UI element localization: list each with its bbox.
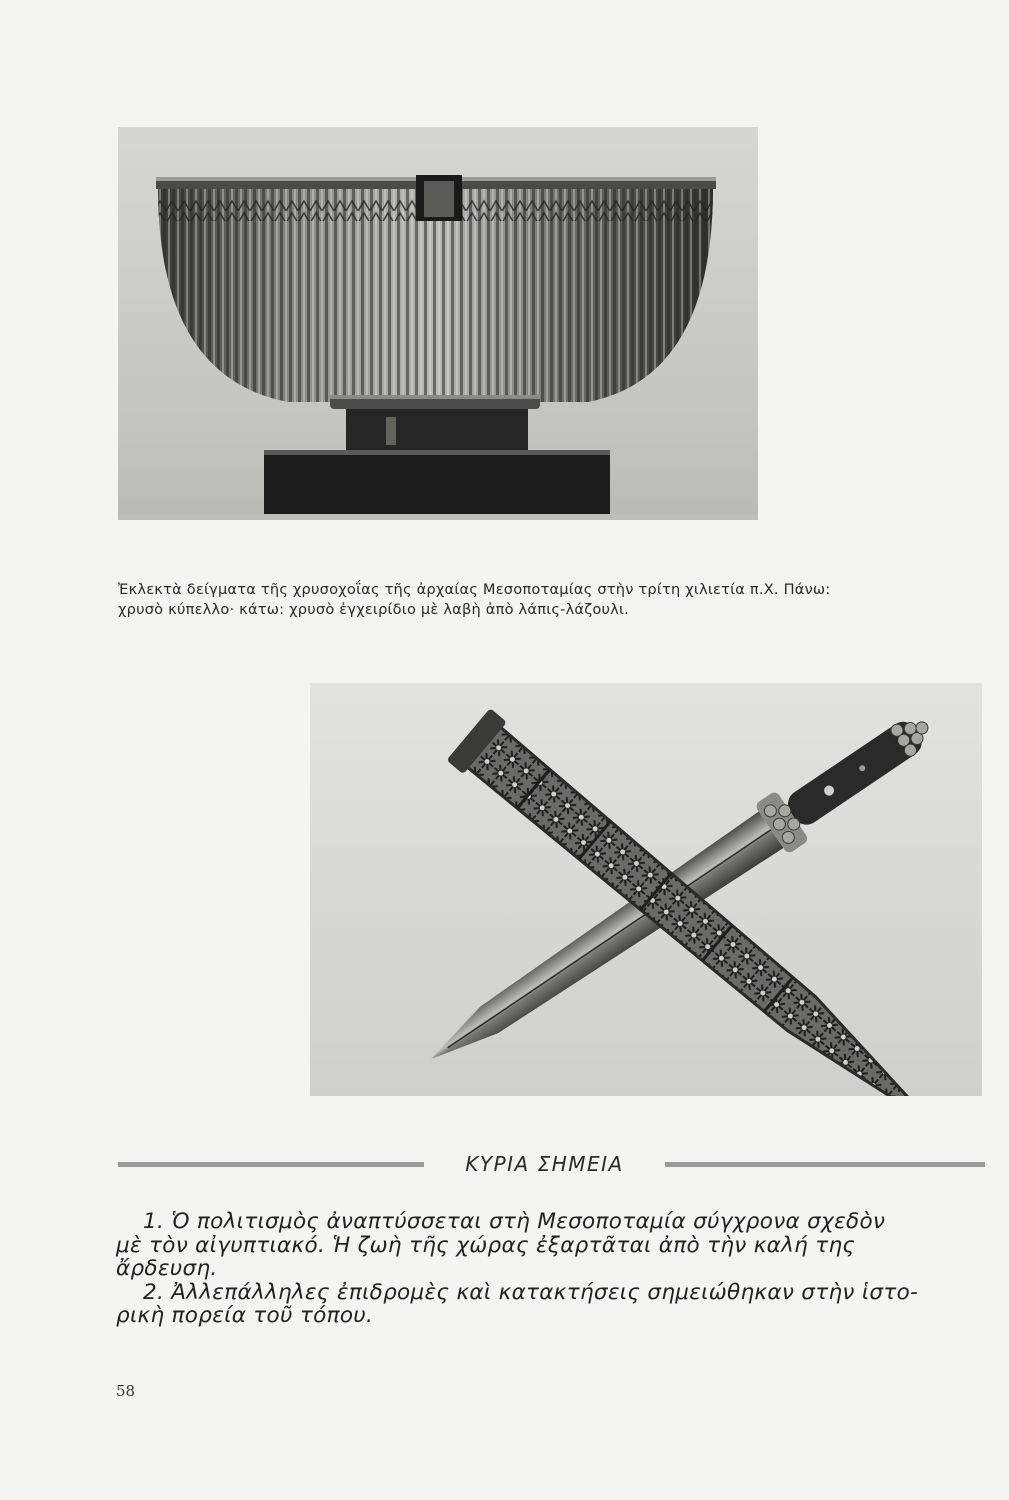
point-2-line: ρικὴ πορεία τοῦ τόπου.: [116, 1303, 374, 1328]
point-1-line: 1. Ὁ πολιτισμὸς ἀναπτύσσεται στὴ Μεσοποταμία σύγχρονα σχεδὸν: [143, 1209, 886, 1234]
point-1-line: ἄρδευση.: [116, 1256, 218, 1281]
heading-rule-right: [665, 1162, 985, 1167]
page-number: 58: [116, 1382, 136, 1400]
caption-line: Ἐκλεκτὰ δείγματα τῆς χρυσοχοΐας τῆς ἀρχαίας Μεσοποταμίας στὴν τρίτη χιλιετία π.Χ. Πάνω:: [118, 581, 831, 598]
section-heading: ΚΥΡΙΑ ΣΗΜΕΙΑ: [465, 1152, 624, 1176]
figure-caption: [118, 580, 998, 620]
point-1-line: μὲ τὸν αἰγυπτιακό. Ἡ ζωὴ τῆς χώρας ἐξαρτᾶται ἀπὸ τὴν καλή της: [116, 1232, 856, 1258]
dagger-photograph: [310, 683, 982, 1096]
heading-rule-left: [118, 1162, 424, 1167]
bowl-photograph: [118, 127, 758, 520]
point-2-line: 2. Ἀλλεπάλληλες ἐπιδρομὲς καὶ κατακτήσεις σημειώθηκαν στὴν ἱστο-: [143, 1279, 919, 1305]
caption-line: χρυσὸ κύπελλο· κάτω: χρυσὸ ἐγχειρίδιο μὲ λαβὴ ἀπὸ λάπις-λάζουλι.: [118, 601, 629, 618]
key-points: [116, 1210, 996, 1328]
